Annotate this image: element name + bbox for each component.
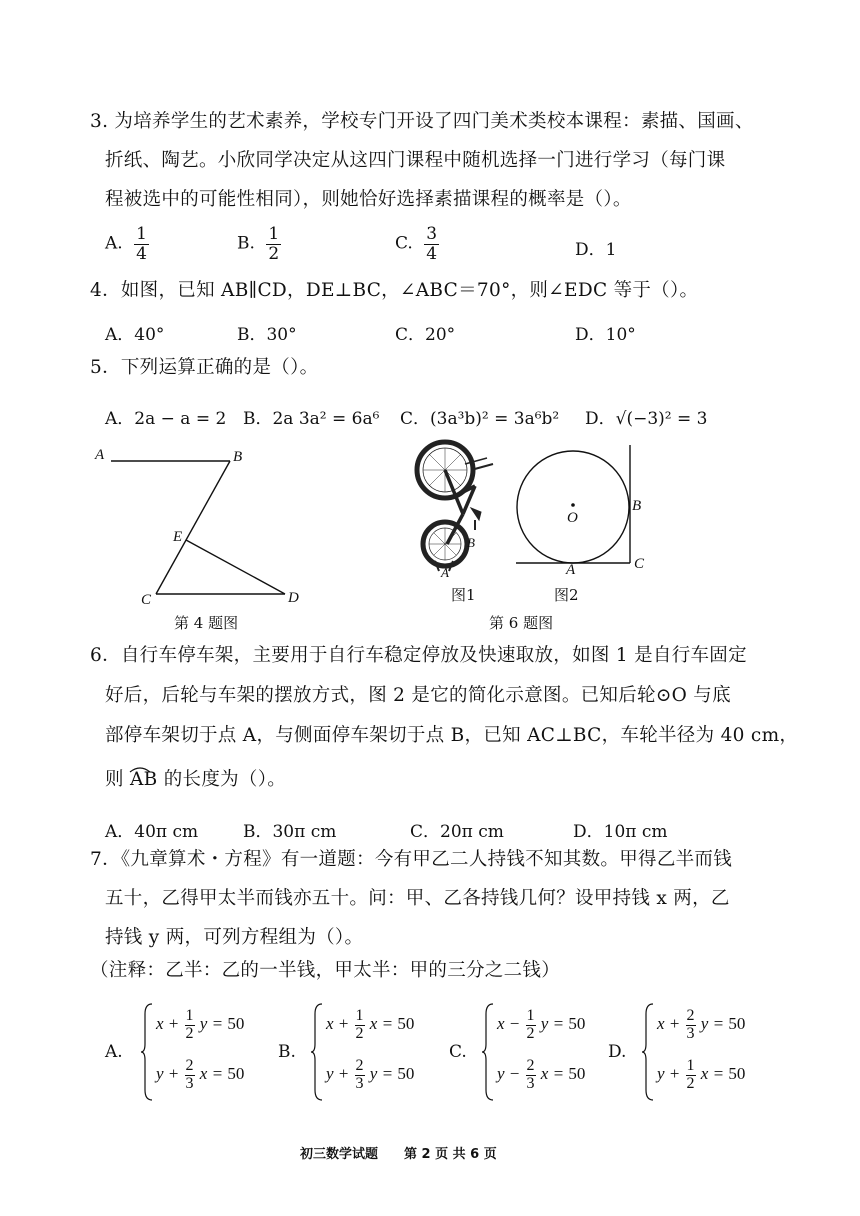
- brace-icon: [481, 1002, 495, 1102]
- q5-option-b: B．2a 3a² = 6a⁶: [243, 409, 380, 429]
- fraction: $\frac{1}{4}$: [136, 224, 147, 264]
- q3-option-c: [395, 225, 439, 263]
- q4-option-a: A．40°: [105, 325, 165, 345]
- figure-2-label: 图2: [554, 586, 579, 604]
- q6-option-d: D．10π cm: [573, 822, 668, 842]
- bike-label-b: B: [467, 535, 475, 550]
- point-label-o: O: [567, 510, 578, 526]
- figure-1-label: 图1: [451, 586, 476, 604]
- q7-line1: 7．《九章算术・方程》有一道题：今有甲乙二人持钱不知其数。甲得乙半而钱: [90, 849, 733, 870]
- q4-option-b: B．30°: [237, 325, 297, 345]
- figure-4-diagram: [90, 440, 320, 610]
- segment-ed: [186, 540, 285, 594]
- q7-note: （注释：乙半：乙的一半钱，甲太半：甲的三分之二钱）: [90, 960, 561, 981]
- figure-4-caption: 第 4 题图: [174, 614, 239, 632]
- figure-6-caption: 第 6 题图: [489, 614, 554, 632]
- q6-line1: 6．自行车停车架，主要用于自行车稳定停放及快速取放，如图 1 是自行车固定: [90, 645, 747, 666]
- option-letter: C.: [395, 233, 413, 254]
- bike-label-a: A: [441, 565, 449, 580]
- point-label-b: B: [233, 449, 243, 465]
- q3-line3: 程被选中的可能性相同），则她恰好选择素描课程的概率是（）。: [105, 189, 632, 210]
- point-label-c: C: [141, 592, 152, 608]
- point-label-c: C: [634, 556, 645, 572]
- q5-option-c: C．(3a³b)² = 3a⁶b²: [400, 409, 560, 429]
- q7-option-c-system: x − $\frac{1}{2}$ y = 50 y − $\frac{2}{3}$ x = 50: [481, 1002, 601, 1106]
- q3-option-b: [237, 225, 281, 263]
- q3-line1: 3. 为培养学生的艺术素养，学校专门开设了四门美术类校本课程：素描、国画、: [90, 111, 754, 132]
- q4-line1: 4．如图，已知 AB∥CD，DE⊥BC，∠ABC＝70°，则∠EDC 等于（）。: [90, 280, 699, 301]
- q6-line3: 部停车架切于点 A，与侧面停车架切于点 B，已知 AC⊥BC，车轮半径为 40 cm，: [105, 725, 799, 746]
- point-label-a: A: [566, 562, 576, 578]
- segment-bc: [156, 461, 230, 594]
- q7-option-d-label: D.: [608, 1042, 627, 1062]
- q7-option-d-system: x + $\frac{2}{3}$ y = 50 y + $\frac{1}{2}$ x = 50: [641, 1002, 761, 1106]
- q7-line2: 五十，乙得甲太半而钱亦五十。问：甲、乙各持钱几何？设甲持钱 x 两，乙: [105, 888, 730, 909]
- q6-line2: 好后，后轮与车架的摆放方式，图 2 是它的简化示意图。已知后轮⊙O 与底: [105, 685, 731, 706]
- option-letter: A.: [105, 233, 123, 254]
- brace-icon: [140, 1002, 154, 1102]
- q6-line4: 则 AB 的长度为（）。: [105, 769, 287, 790]
- q5-option-d: D．√(−3)² = 3: [585, 409, 708, 429]
- option-letter: B.: [237, 233, 255, 254]
- brace-icon: [641, 1002, 655, 1102]
- bicycle-illustration: [405, 436, 515, 581]
- q6-option-a: A．40π cm: [105, 822, 199, 842]
- q7-line3: 持钱 y 两，可列方程组为（）。: [105, 927, 364, 948]
- point-label-e: E: [173, 529, 183, 545]
- page-footer: 初三数学试题 第 2 页 共 6 页: [300, 1147, 497, 1162]
- q6-option-c: C．20π cm: [410, 822, 504, 842]
- q7-option-b-system: x + $\frac{1}{2}$ x = 50 y + $\frac{2}{3}$ y = 50: [310, 1002, 430, 1106]
- fraction: $\frac{1}{2}$: [268, 224, 280, 264]
- q3-line2: 折纸、陶艺。小欣同学决定从这四门课程中随机选择一门进行学习（每门课: [105, 150, 726, 171]
- point-label-b: B: [632, 498, 642, 514]
- q5-option-a: A．2a − a = 2: [105, 409, 227, 429]
- arc-symbol: [128, 765, 152, 773]
- q4-option-d: D．10°: [575, 325, 636, 345]
- q7-option-a-label: A.: [105, 1042, 123, 1062]
- q7-option-a-system: x + $\frac{1}{2}$ y = 50 y + $\frac{2}{3}$ x = 50: [140, 1002, 260, 1106]
- q7-option-c-label: C.: [449, 1042, 467, 1062]
- q6-option-b: B．30π cm: [243, 822, 337, 842]
- q5-line1: 5．下列运算正确的是（）。: [90, 357, 319, 378]
- q7-option-b-label: B.: [278, 1042, 296, 1062]
- figure-6-circle-diagram: [510, 440, 660, 580]
- point-label-a: A: [95, 447, 105, 463]
- fraction: $\frac{3}{4}$: [426, 224, 438, 264]
- q3-option-d: D．1: [575, 240, 617, 260]
- point-label-d: D: [288, 590, 299, 606]
- q4-option-c: C．20°: [395, 325, 456, 345]
- wheel-circle-o: [517, 451, 629, 563]
- brace-icon: [310, 1002, 324, 1102]
- q3-option-a: [105, 225, 149, 263]
- center-point: [571, 503, 575, 507]
